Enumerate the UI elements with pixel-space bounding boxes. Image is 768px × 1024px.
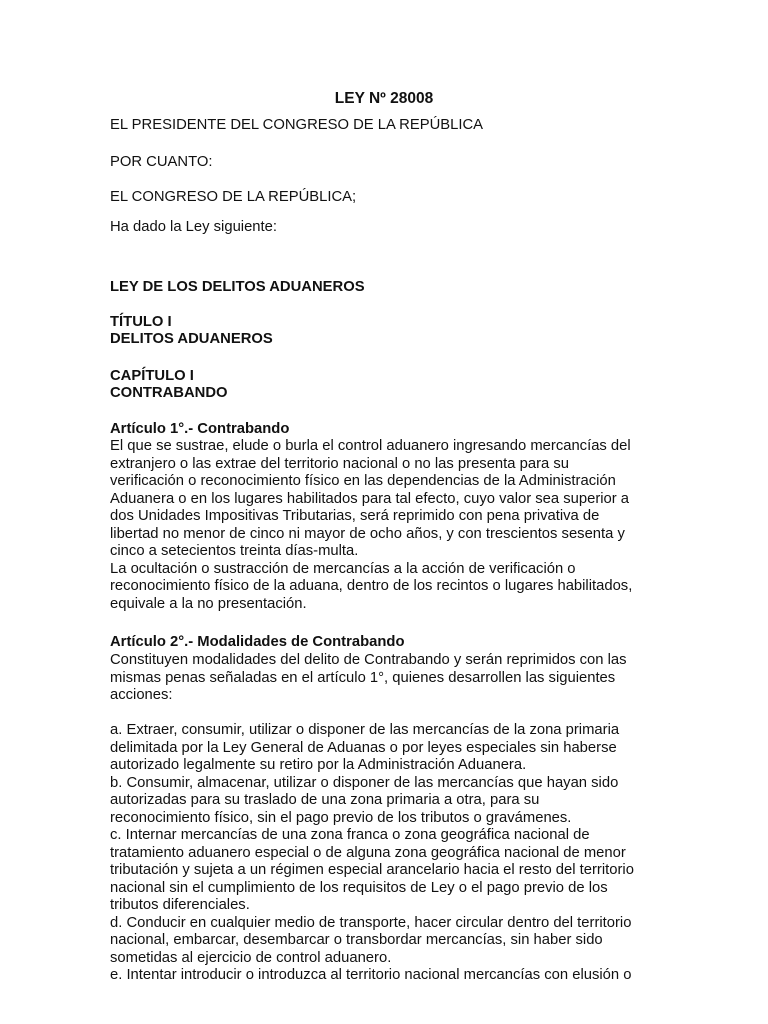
articulo-2-heading: Artículo 2°.- Modalidades de Contrabando [110, 634, 405, 650]
article-line: nacional, embarcar, desembarcar o transbordar mercancías, sin haber sido [110, 932, 603, 948]
law-name-heading: LEY DE LOS DELITOS ADUANEROS [110, 279, 365, 295]
article-line: delimitada por la Ley General de Aduanas o por leyes especiales sin haberse [110, 739, 617, 756]
titulo-name: DELITOS ADUANEROS [110, 331, 273, 347]
capitulo-name: CONTRABANDO [110, 385, 228, 401]
article-line: autorizado legalmente su retiro por la Administración Aduanera. [110, 757, 527, 773]
law-number-title: LEY Nº 28008 [334, 90, 434, 107]
article-line: libertad no menor de cinco ni mayor de ocho años, y con trescientos sesenta y [110, 525, 625, 542]
article-line: dos Unidades Impositivas Tributarias, será reprimido con pena privativa de [110, 508, 600, 524]
article-line: mismas penas señaladas en el artículo 1°, quienes desarrollen las siguientes [110, 669, 616, 686]
article-line: reconocimiento físico, sin el pago previo de los tributos o gravámenes. [110, 809, 572, 826]
article-line: nacional sin el cumplimiento de los requisitos de Ley o el pago previo de los [110, 879, 608, 896]
capitulo-number: CAPÍTULO I [110, 368, 194, 384]
article-line: a. Extraer, consumir, utilizar o disponer de las mercancías de la zona primaria [110, 722, 620, 738]
article-line: reconocimiento físico de la aduana, dentro de los recintos o lugares habilitados, [110, 578, 633, 594]
titulo-number: TÍTULO I [110, 314, 172, 330]
article-line: tributos diferenciales. [110, 897, 250, 913]
article-line: extranjero o las extrae del territorio nacional o no las presenta para su [110, 455, 569, 472]
article-line: verificación o reconocimiento físico en las dependencias de la Administración [110, 473, 616, 489]
article-line: c. Internar mercancías de una zona franca o zona geográfica nacional de [110, 827, 590, 843]
president-line: EL PRESIDENTE DEL CONGRESO DE LA REPÚBLICA [110, 117, 484, 133]
article-line: acciones: [110, 687, 173, 703]
article-line: tributación y sujeta a un régimen especial arancelario hacia el resto del territorio [110, 862, 634, 878]
article-line: cinco a setecientos treinta días-multa. [110, 543, 359, 559]
article-line: tratamiento aduanero especial o de alguna zona geográfica nacional de menor [110, 844, 626, 861]
por-cuanto: POR CUANTO: [110, 154, 213, 170]
article-line: d. Conducir en cualquier medio de transporte, hacer circular dentro del territorio [110, 914, 632, 931]
article-line: El que se sustrae, elude o burla el control aduanero ingresando mercancías del [110, 438, 631, 454]
article-line: b. Consumir, almacenar, utilizar o disponer de las mercancías que hayan sido [110, 774, 619, 791]
articulo-1-heading: Artículo 1°.- Contrabando [110, 421, 290, 437]
article-line: equivale a la no presentación. [110, 595, 307, 612]
article-line: Constituyen modalidades del delito de Contrabando y serán reprimidos con las [110, 652, 627, 668]
article-line: e. Intentar introducir o introduzca al territorio nacional mercancías con elusión o [110, 967, 632, 983]
article-line: autorizadas para su traslado de una zona primaria a otra, para su [110, 792, 540, 808]
article-line: La ocultación o sustracción de mercancías a la acción de verificación o [110, 560, 576, 577]
articulo-2-items [110, 722, 710, 985]
articulo-1-body [110, 438, 710, 613]
congress-line: EL CONGRESO DE LA REPÚBLICA; [110, 189, 357, 205]
article-line: Aduanera o en los lugares habilitados para tal efecto, cuyo valor sea superior a [110, 490, 630, 507]
article-line: sometidas al ejercicio de control aduanero. [110, 949, 392, 966]
ha-dado-line: Ha dado la Ley siguiente: [110, 219, 277, 235]
articulo-2-intro [110, 652, 710, 705]
